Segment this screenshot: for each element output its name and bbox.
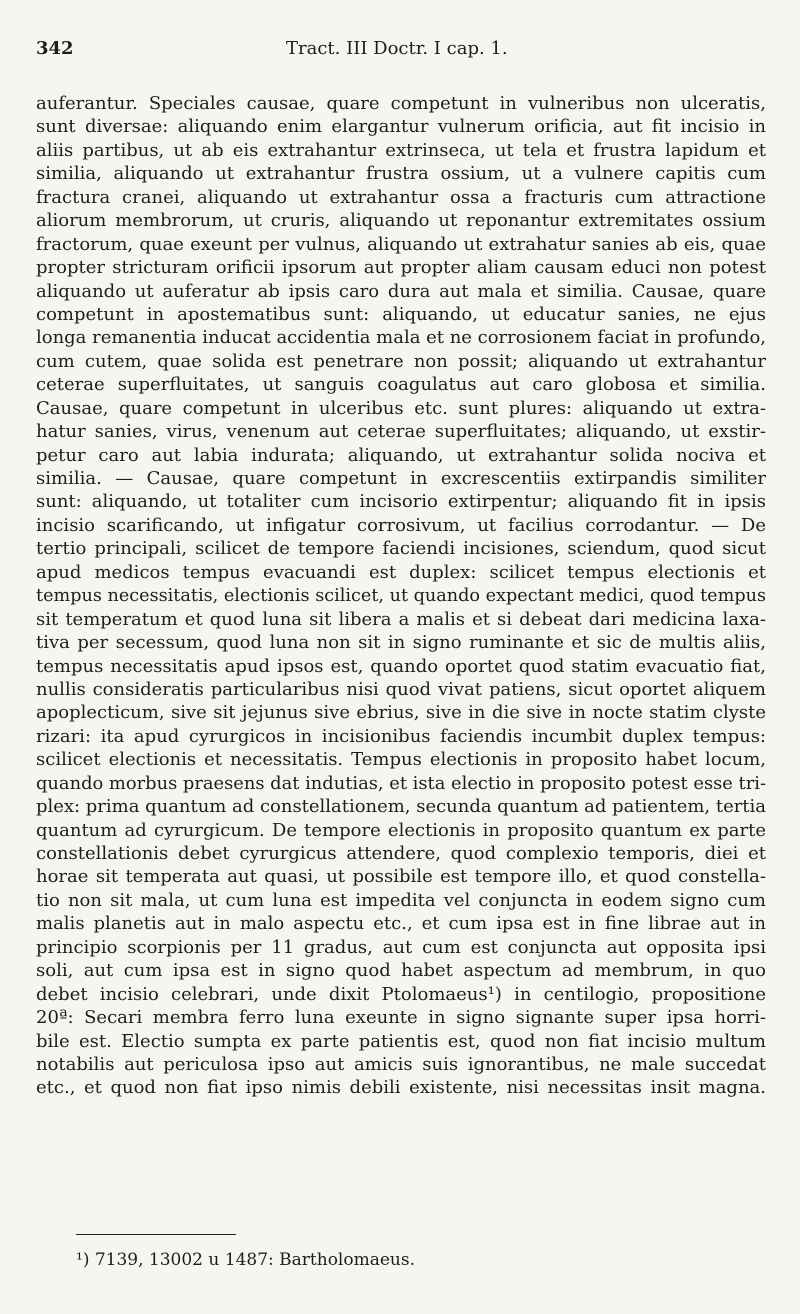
text-line: tempus necessitatis apud ipsos est, quando oportet quod statim evacuatio fiat,	[36, 655, 766, 677]
text-line: notabilis aut periculosa ipso aut amicis suis ignorantibus, ne male succedat	[36, 1053, 766, 1075]
text-line: malis planetis aut in malo aspectu etc., et cum ipsa est in fine librae aut in	[36, 913, 766, 935]
text-line: apoplecticum, sive sit jejunus sive ebrius, sive in die sive in nocte statim clyste	[36, 702, 766, 724]
text-line: soli, aut cum ipsa est in signo quod habet aspectum ad membrum, in quo	[36, 960, 766, 982]
footnote: ¹) 7139, 13002 u 1487: Bartholomaeus.	[76, 1250, 415, 1270]
text-line: bile est. Electio sumpta ex parte patientis est, quod non fiat incisio multum	[36, 1030, 766, 1052]
text-line: plex: prima quantum ad constellationem, secunda quantum ad patientem, tertia	[36, 796, 766, 818]
text-line: fractura cranei, aliquando ut extrahantur ossa a fracturis cum attractione	[36, 186, 766, 208]
text-line: tiva per secessum, quod luna non sit in signo ruminante et sic de multis aliis,	[36, 632, 766, 654]
text-line: aliis partibus, ut ab eis extrahantur extrinseca, ut tela et frustra lapidum et	[36, 139, 766, 161]
text-line: etc., et quod non fiat ipso nimis debili existente, nisi necessitas insit magna.	[36, 1077, 766, 1099]
text-line: petur caro aut labia indurata; aliquando, ut extrahantur solida nociva et	[36, 444, 766, 466]
text-line: sunt diversae: aliquando enim elargantur vulnerum orificia, aut fit incisio in	[36, 116, 766, 138]
text-line: auferantur. Speciales causae, quare competunt in vulneribus non ulceratis,	[36, 93, 766, 114]
text-line: incisio scarificando, ut infigatur corrosivum, ut facilius corrodantur. — De	[36, 514, 766, 536]
text-line: fractorum, quae exeunt per vulnus, aliquando ut extrahatur sanies ab eis, quae	[36, 233, 766, 255]
text-line: longa remanentia inducat accidentia mala et ne corrosionem faciat in profundo,	[36, 327, 766, 349]
text-line: quantum ad cyrurgicum. De tempore electionis in proposito quantum ex parte	[36, 819, 766, 841]
text-line: sit temperatum et quod luna sit libera a malis et si debeat dari medicina laxa-	[36, 608, 766, 630]
text-line: debet incisio celebrari, unde dixit Ptolomaeus¹) in centilogio, propositione	[36, 983, 766, 1005]
running-head	[36, 38, 766, 64]
text-line: rizari: ita apud cyrurgicos in incisionibus faciendis incumbit duplex tempus:	[36, 725, 766, 747]
text-line: similia, aliquando ut extrahantur frustra ossium, ut a vulnere capitis cum	[36, 163, 766, 185]
running-title: Tract. III Doctr. I cap. 1.	[286, 38, 508, 59]
body-text	[36, 92, 766, 1100]
text-line: sunt: aliquando, ut totaliter cum incisorio extirpentur; aliquando fit in ipsis	[36, 491, 766, 513]
text-line: aliorum membrorum, ut cruris, aliquando ut reponantur extremitates ossium	[36, 210, 766, 232]
text-line: competunt in apostematibus sunt: aliquando, ut educatur sanies, ne ejus	[36, 303, 766, 325]
text-line: aliquando ut auferatur ab ipsis caro dura aut mala et similia. Causae, quare	[36, 280, 766, 302]
text-line: nullis consideratis particularibus nisi quod vivat patiens, sicut oportet aliquem	[36, 678, 766, 700]
text-line: scilicet electionis et necessitatis. Tempus electionis in proposito habet locum,	[36, 749, 766, 771]
text-line: ceterae superfluitates, ut sanguis coagulatus aut caro globosa et similia.	[36, 374, 766, 396]
text-line: hatur sanies, virus, venenum aut ceterae superfluitates; aliquando, ut exstir-	[36, 421, 766, 443]
text-line: similia. — Causae, quare competunt in excrescentiis extirpandis similiter	[36, 468, 766, 489]
book-page	[36, 0, 766, 1314]
text-line: tertio principali, scilicet de tempore faciendi incisiones, sciendum, quod sicut	[36, 538, 766, 560]
text-line: 20ª: Secari membra ferro luna exeunte in signo signante super ipsa horri-	[36, 1007, 766, 1029]
text-line: Causae, quare competunt in ulceribus etc. sunt plures: aliquando ut extra-	[36, 397, 766, 419]
text-line: horae sit temperata aut quasi, ut possibile est tempore illo, et quod constella-	[36, 866, 766, 888]
footnote-divider	[76, 1234, 236, 1235]
text-line: quando morbus praesens dat indutias, et ista electio in proposito potest esse tri-	[36, 772, 766, 794]
text-line: tempus necessitatis, electionis scilicet, ut quando expectant medici, quod tempus	[36, 585, 766, 607]
text-line: cum cutem, quae solida est penetrare non possit; aliquando ut extrahantur	[36, 350, 766, 372]
text-line: constellationis debet cyrurgicus attendere, quod complexio temporis, diei et	[36, 843, 766, 864]
text-line: propter stricturam orificii ipsorum aut propter aliam causam educi non potest	[36, 257, 766, 279]
text-line: principio scorpionis per 11 gradus, aut cum est conjuncta aut opposita ipsi	[36, 936, 766, 958]
text-line: apud medicos tempus evacuandi est duplex: scilicet tempus electionis et	[36, 561, 766, 583]
text-line: tio non sit mala, ut cum luna est impedita vel conjuncta in eodem signo cum	[36, 889, 766, 911]
page-number: 342	[36, 38, 74, 59]
